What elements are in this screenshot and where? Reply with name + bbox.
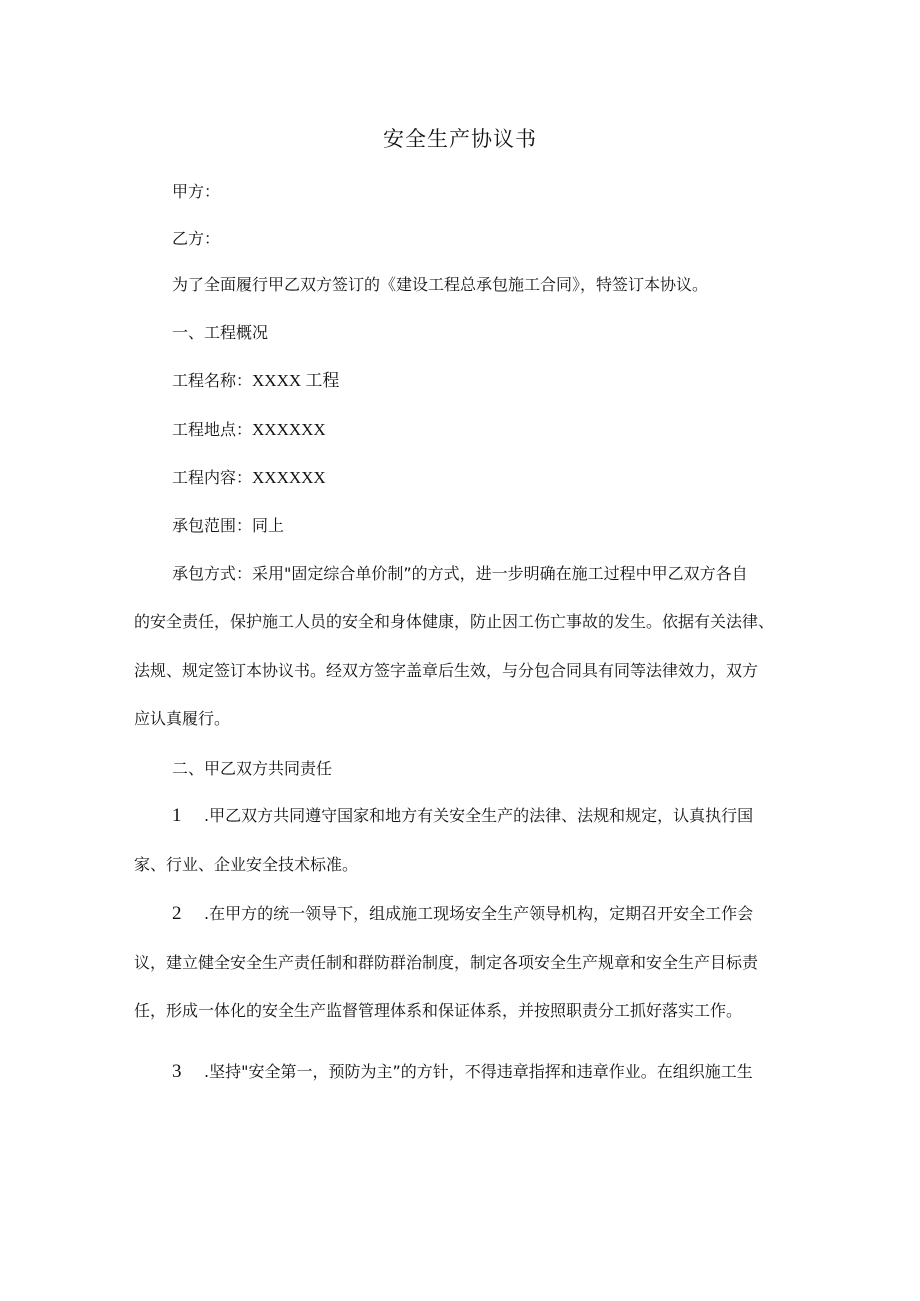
clause-2-line-1 [172, 902, 753, 926]
clause-3-line-1 [172, 1060, 753, 1084]
section1-heading: 一、工程概况 [172, 323, 269, 342]
clause-1-line-2: 家、行业、企业安全技术标准。 [134, 855, 359, 874]
section2-heading: 二、甲乙双方共同责任 [172, 759, 333, 778]
contract-method-line-2: 的安全责任，保护施工人员的安全和身体健康，防止因工伤亡事故的发生。依据有关法律、 [134, 612, 775, 631]
project-name-label: 工程名称： [172, 371, 253, 390]
project-location-line [172, 418, 326, 442]
project-name-value: XXXX 工程 [252, 371, 340, 390]
project-content-value: XXXXXX [252, 468, 326, 487]
project-location-value: XXXXXX [252, 420, 326, 439]
project-content-label: 工程内容： [172, 468, 253, 487]
clause-2-number: 2 [172, 903, 182, 924]
clause-3-number: 3 [172, 1061, 182, 1082]
intro-paragraph: 为了全面履行甲乙双方签订的《建设工程总承包施工合同》，特签订本协议。 [172, 275, 709, 294]
project-content-line [172, 466, 326, 490]
party-b-label: 乙方： [172, 229, 221, 248]
clause-1-line-1 [172, 804, 753, 828]
clause-1-text: .甲乙双方共同遵守国家和地方有关安全生产的法律、法规和规定，认真执行国 [204, 806, 754, 825]
clause-2-text: .在甲方的统一领导下，组成施工现场安全生产领导机构，定期召开安全工作会 [204, 904, 754, 923]
contract-method-line-1: 承包方式：采用"固定综合单价制”的方式，进一步明确在施工过程中甲乙双方各自 [172, 564, 748, 583]
contract-scope-line: 承包范围：同上 [172, 516, 285, 535]
clause-1-number: 1 [172, 805, 182, 826]
project-location-label: 工程地点： [172, 420, 253, 439]
clause-2-line-3: 任，形成一体化的安全生产监督管理体系和保证体系，并按照职责分工抓好落实工作。 [134, 1001, 743, 1020]
project-name-line [172, 369, 339, 393]
contract-method-line-4: 应认真履行。 [134, 709, 231, 728]
document-title: 安全生产协议书 [383, 127, 537, 151]
clause-2-line-2: 议，建立健全安全生产责任制和群防群治制度，制定各项安全生产规章和安全生产目标责 [134, 953, 759, 972]
clause-3-text: .坚持"安全第一，预防为主”的方针，不得违章指挥和违章作业。在组织施工生 [204, 1062, 753, 1081]
party-a-label: 甲方： [172, 182, 221, 201]
contract-method-line-3: 法规、规定签订本协议书。经双方签字盖章后生效，与分包合同具有同等法律效力，双方 [134, 661, 759, 680]
